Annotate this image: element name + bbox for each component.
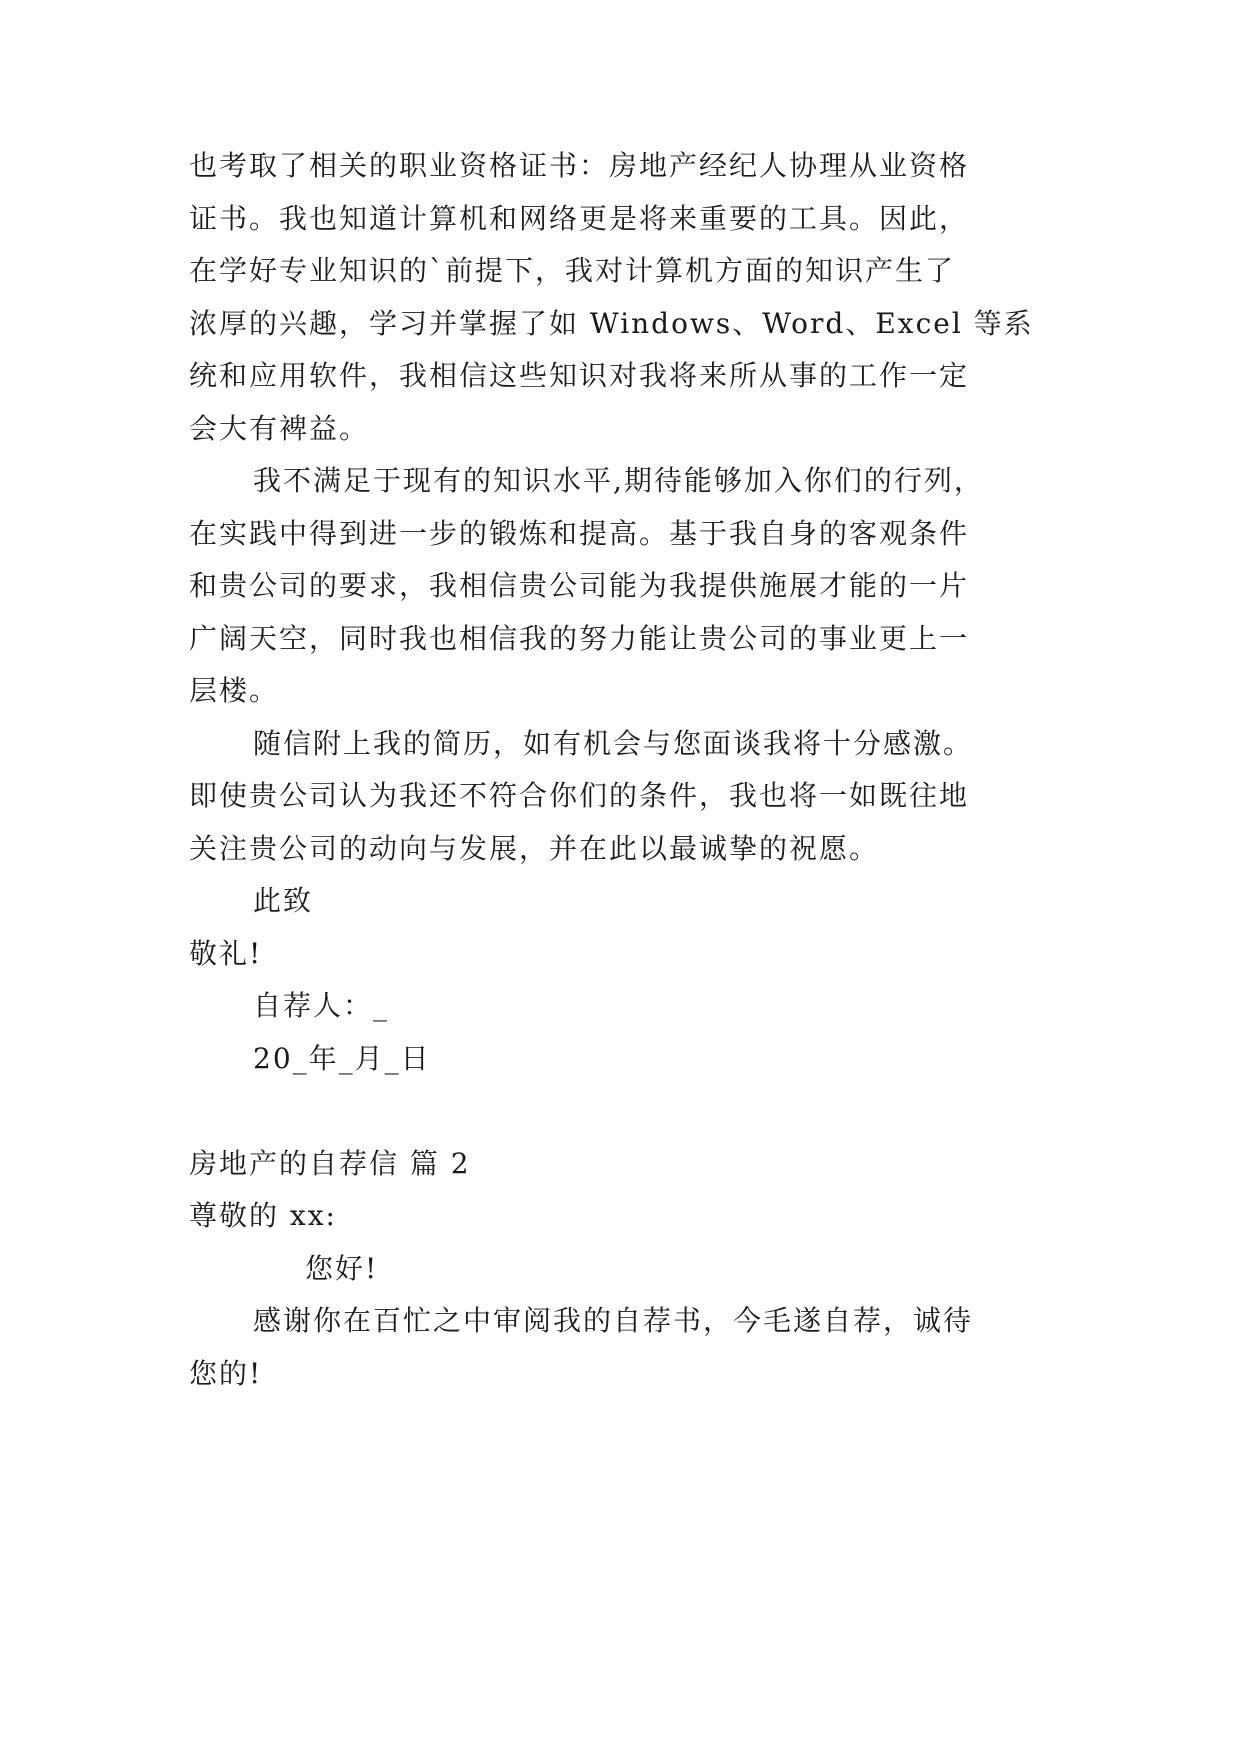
paragraph-line: 也考取了相关的职业资格证书：房地产经纪人协理从业资格 (189, 149, 970, 182)
paragraph-line: 和贵公司的要求，我相信贵公司能为我提供施展才能的一片 (189, 569, 970, 602)
paragraph-line: 关注贵公司的动向与发展，并在此以最诚挚的祝愿。 (189, 832, 880, 865)
paragraph-line: 在实践中得到进一步的锻炼和提高。基于我自身的客观条件 (189, 517, 970, 550)
section-title: 房地产的自荐信 篇 2 (189, 1147, 471, 1180)
signer-line: 自荐人：_ (253, 989, 390, 1022)
paragraph-line: 您的! (189, 1357, 263, 1390)
hello-line: 您好! (305, 1252, 379, 1285)
paragraph-line: 浓厚的兴趣，学习并掌握了如 Windows、Word、Excel 等系 (189, 307, 1034, 340)
paragraph-line: 证书。我也知道计算机和网络更是将来重要的工具。因此， (189, 202, 970, 235)
paragraph-line: 会大有裨益。 (189, 412, 370, 445)
closing-line: 此致 (253, 884, 314, 917)
paragraph-line: 层楼。 (189, 674, 280, 707)
greeting-line: 尊敬的 xx: (189, 1199, 337, 1232)
salutation-line: 敬礼! (189, 937, 263, 970)
date-line: 20_年_月_日 (253, 1042, 431, 1075)
paragraph-line: 随信附上我的简历，如有机会与您面谈我将十分感激。 (253, 727, 974, 760)
paragraph-line: 我不满足于现有的知识水平,期待能够加入你们的行列， (253, 464, 984, 497)
paragraph-line: 感谢你在百忙之中审阅我的自荐书，今毛遂自荐，诚待 (253, 1304, 974, 1337)
paragraph-line: 统和应用软件，我相信这些知识对我将来所从事的工作一定 (189, 359, 970, 392)
paragraph-line: 即使贵公司认为我还不符合你们的条件，我也将一如既往地 (189, 779, 970, 812)
paragraph-line: 广阔天空，同时我也相信我的努力能让贵公司的事业更上一 (189, 622, 970, 655)
paragraph-line: 在学好专业知识的`前提下，我对计算机方面的知识产生了 (189, 254, 956, 287)
